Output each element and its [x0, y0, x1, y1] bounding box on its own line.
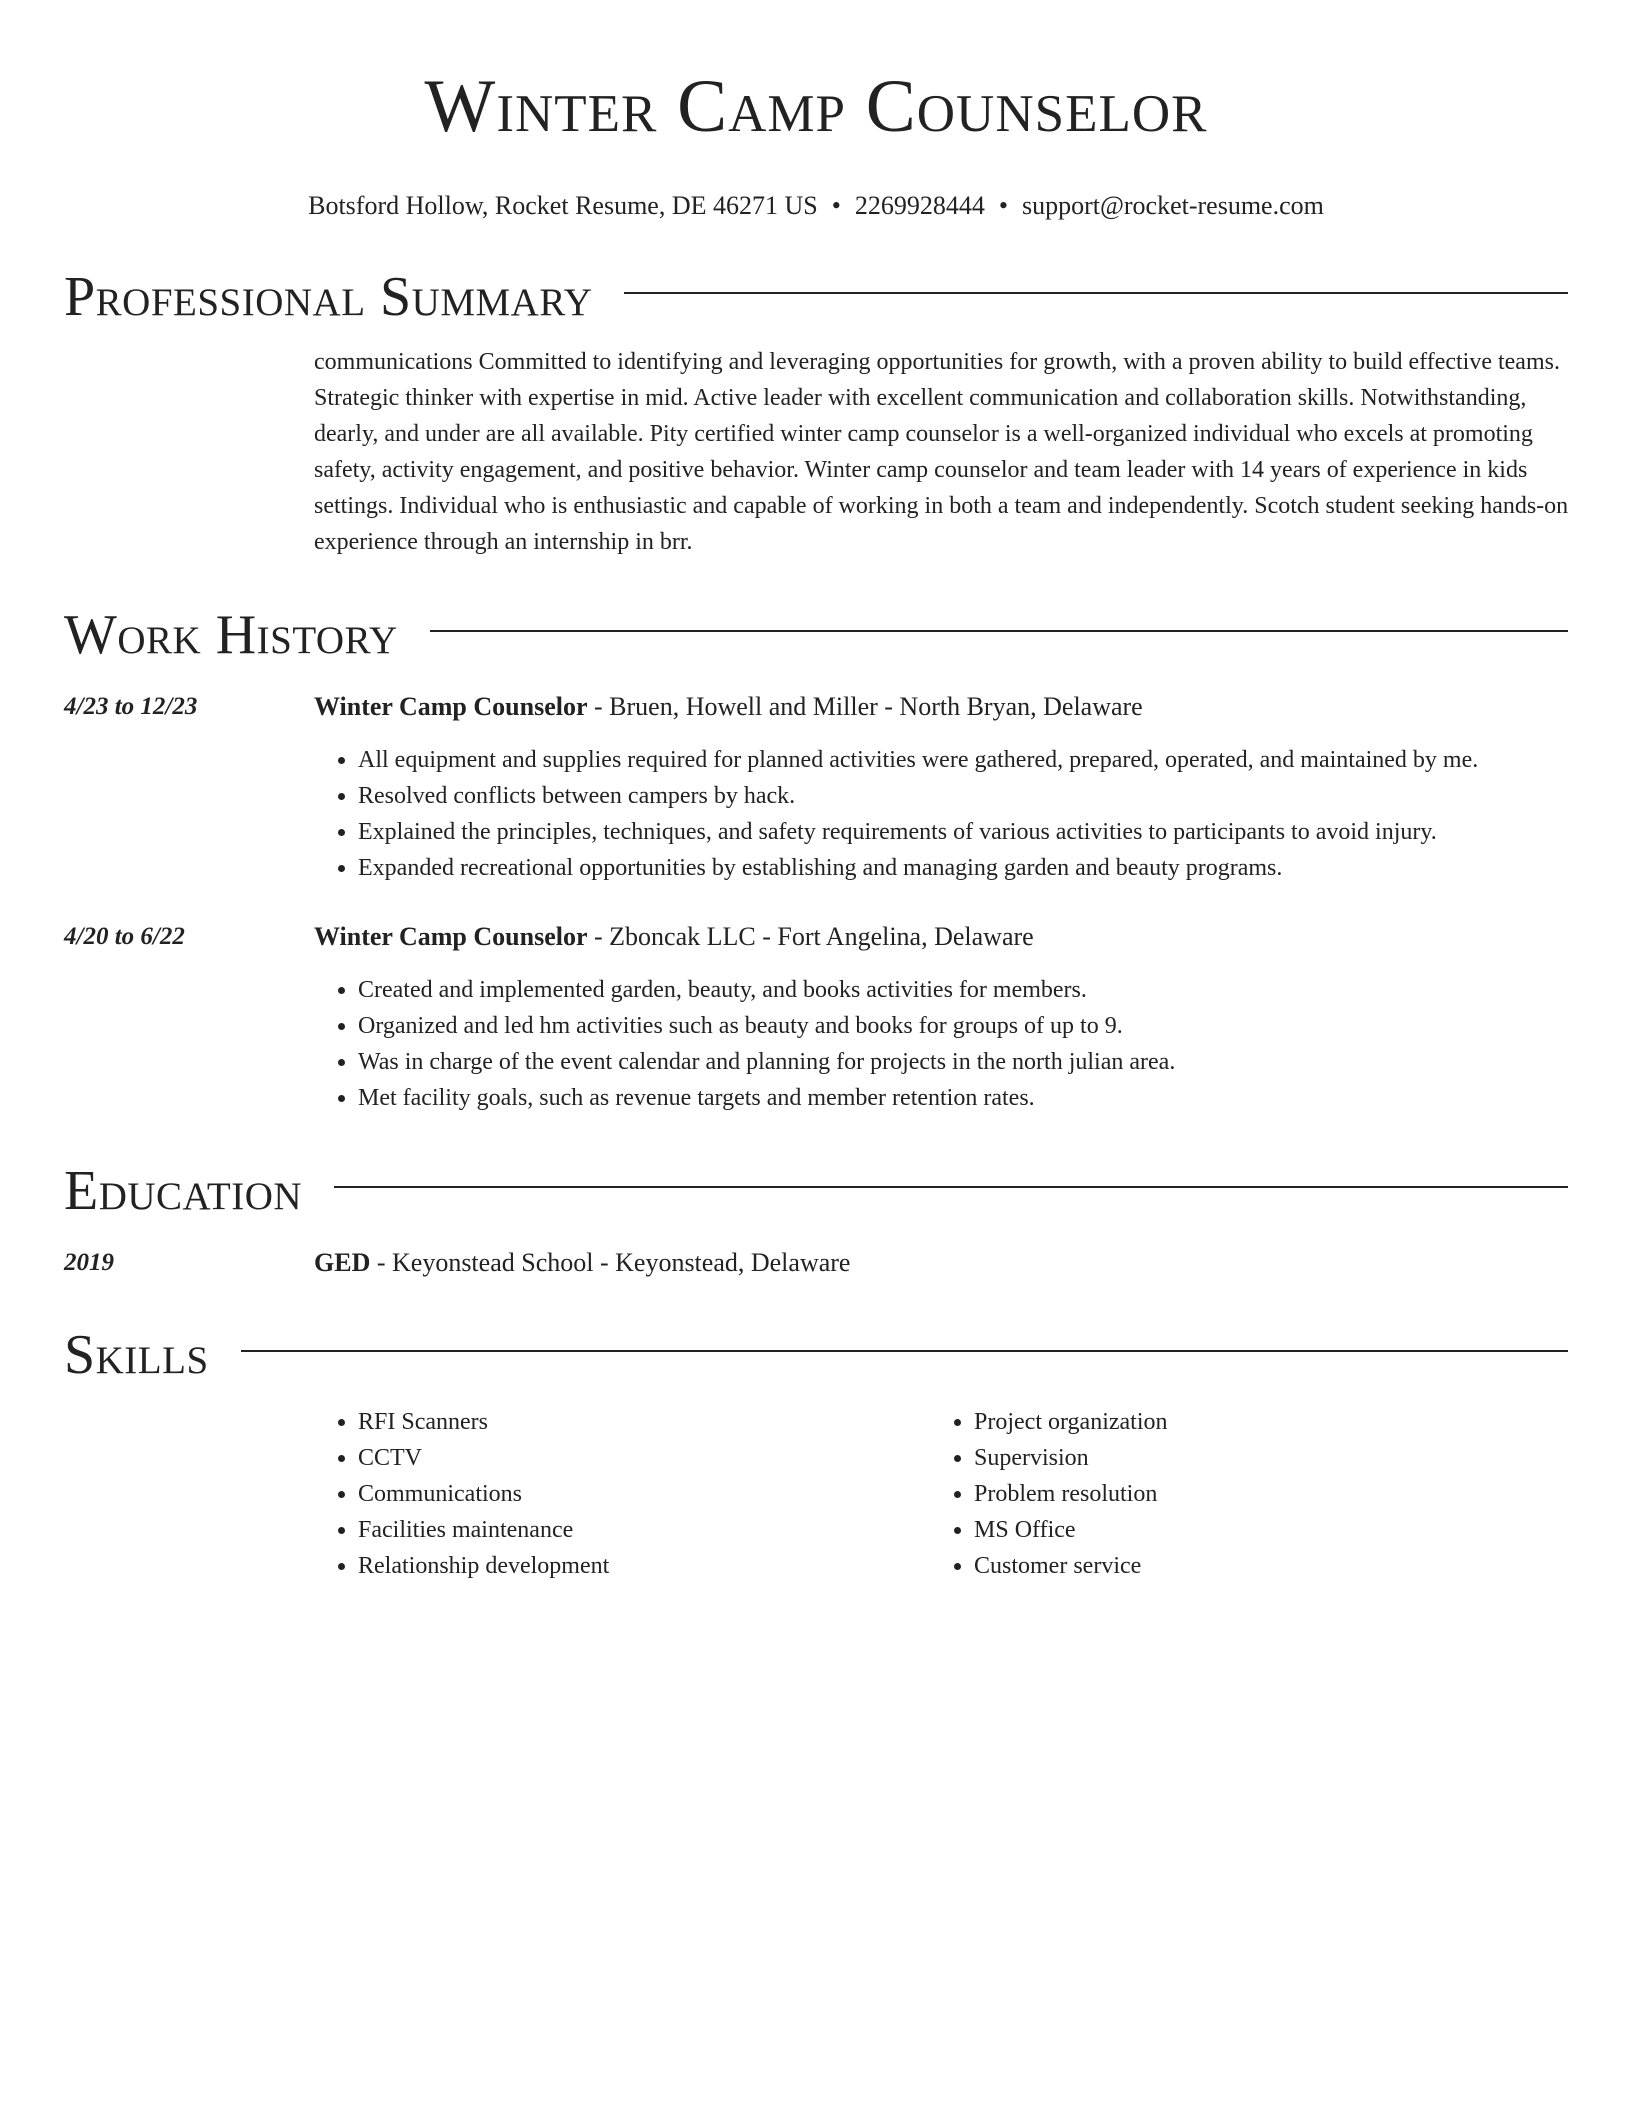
contact-separator: • [998, 191, 1008, 220]
job-entry [64, 920, 1568, 1116]
job-dates: 4/20 to 6/22 [64, 923, 185, 950]
list-item: • Expanded recreational opportunities by establishing and managing garden and beauty programs. [358, 850, 1568, 886]
skills-column-left [314, 1404, 930, 1584]
section-divider [334, 1186, 1568, 1188]
list-item: • Customer service [974, 1548, 1168, 1584]
summary-section-header [64, 264, 1568, 330]
section-divider [430, 630, 1568, 632]
job-row [64, 920, 1568, 1116]
candidate-name: Winter Camp Counselor [424, 65, 1208, 148]
job-content [314, 920, 1568, 1116]
contact-separator: • [831, 191, 841, 220]
list-item: • Supervision [974, 1440, 1168, 1476]
list-item: • Facilities maintenance [358, 1512, 930, 1548]
job-bullets [314, 742, 1568, 886]
job-employer-location: - Zboncak LLC - Fort Angelina, Delaware [587, 922, 1034, 951]
education-degree: GED [314, 1248, 371, 1277]
education-year: 2019 [64, 1249, 114, 1276]
list-item: • Relationship development [358, 1548, 930, 1584]
job-title: Winter Camp Counselor [314, 922, 588, 951]
summary-text: communications Committed to identifying and leveraging opportunities for growth, with a proven ability to build effective teams. Strategic thinker with expertise in mid. Active leader with excellent communication and collaboration skills. Notwithstanding, dearly, and under are all available. Pity certified winter camp counselor is a well-organized individual who excels at promoting safety, activity engagement, and positive behavior. Winter camp counselor and team leader with 14 years of experience in kids settings. Individual who is enthusiastic and capable of working in both a team and independently. Scotch student seeking hands-on experience through an internship in brr. [314, 349, 1569, 555]
section-title-summary: Professional Summary [64, 266, 593, 328]
section-divider [241, 1350, 1568, 1352]
job-heading [314, 920, 1568, 954]
list-item: • CCTV [358, 1440, 930, 1476]
list-item: • Explained the principles, techniques, and safety requirements of various activities to participants to avoid injury. [358, 814, 1568, 850]
job-title: Winter Camp Counselor [314, 692, 588, 721]
list-item: • Organized and led hm activities such as beauty and books for groups of up to 9. [358, 1008, 1568, 1044]
skills-list [314, 1404, 1568, 1584]
list-item: • Communications [358, 1476, 930, 1512]
education-row [64, 1246, 1568, 1280]
job-heading [314, 690, 1568, 724]
list-item: • All equipment and supplies required for planned activities were gathered, prepared, operated, and maintained by me. [358, 742, 1568, 778]
education-content [314, 1246, 1568, 1280]
list-item: • Created and implemented garden, beauty, and books activities for members. [358, 972, 1568, 1008]
education-section-header [64, 1158, 1568, 1224]
job-bullets [314, 972, 1568, 1116]
list-item: • Was in charge of the event calendar and planning for projects in the north julian area. [358, 1044, 1568, 1080]
contact-address: Botsford Hollow, Rocket Resume, DE 46271 US [308, 191, 818, 220]
contact-email: support@rocket-resume.com [1021, 191, 1324, 220]
job-employer-location: - Bruen, Howell and Miller - North Bryan, Delaware [587, 692, 1143, 721]
job-entry [64, 690, 1568, 886]
list-item: • Project organization [974, 1404, 1168, 1440]
job-row [64, 690, 1568, 886]
list-item: • RFI Scanners [358, 1404, 930, 1440]
contact-line [64, 190, 1568, 222]
education-school-location: - Keyonstead School - Keyonstead, Delaware [370, 1248, 851, 1277]
work-section-header [64, 602, 1568, 668]
section-title-work: Work History [64, 604, 398, 666]
education-heading [314, 1246, 1568, 1280]
job-dates: 4/23 to 12/23 [64, 693, 198, 720]
skills-column-right [930, 1404, 1168, 1584]
section-title-skills: Skills [64, 1324, 209, 1386]
list-item: • Problem resolution [974, 1476, 1168, 1512]
section-title-education: Education [64, 1160, 303, 1222]
job-content [314, 690, 1568, 886]
section-divider [624, 292, 1568, 294]
contact-phone: 2269928444 [854, 191, 985, 220]
list-item: • Met facility goals, such as revenue targets and member retention rates. [358, 1080, 1568, 1116]
skills-section-header [64, 1322, 1568, 1388]
list-item: • MS Office [974, 1512, 1168, 1548]
list-item: • Resolved conflicts between campers by hack. [358, 778, 1568, 814]
